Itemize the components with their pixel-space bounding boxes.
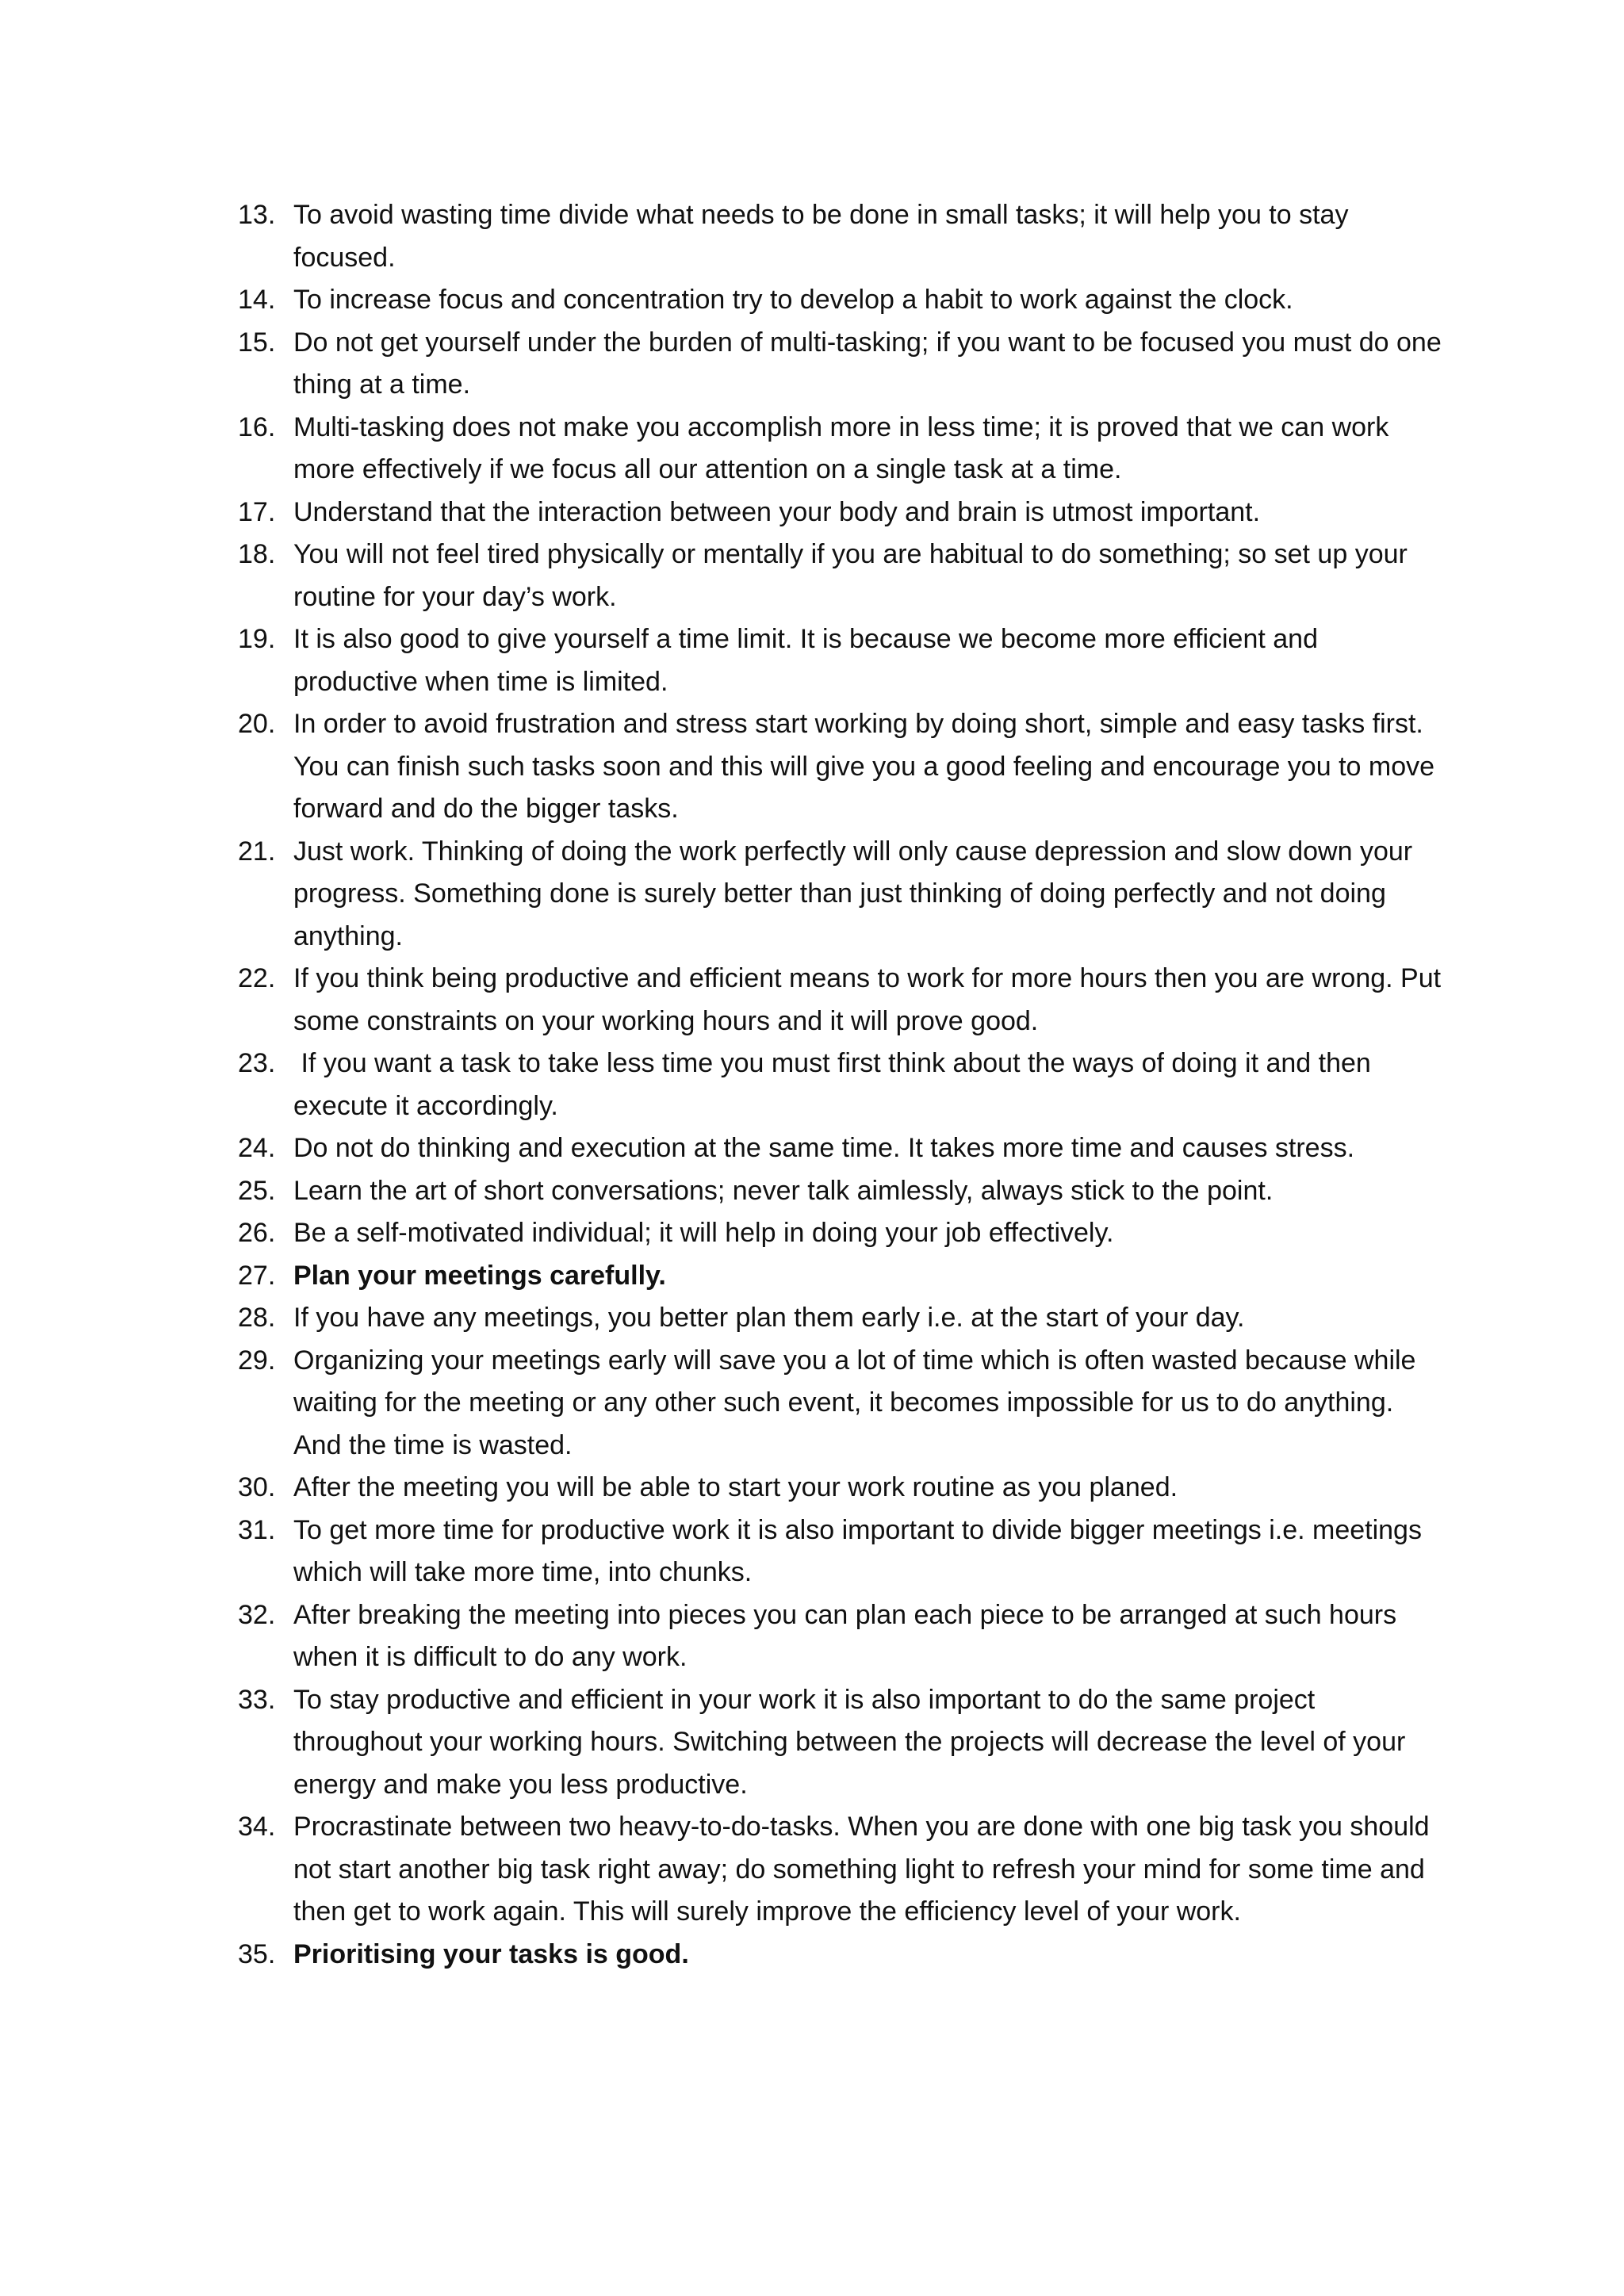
list-item-text: It is also good to give yourself a time limit. It is because we become more efficient and productive when time is limited. [293, 624, 1326, 697]
list-item-text: Be a self-motivated individual; it will help in doing your job effectively. [293, 1218, 1114, 1248]
list-item [238, 194, 1443, 279]
list-item-text: Organizing your meetings early will save you a lot of time which is often wasted because while waiting for the meeting or any other such event, it becomes impossible for us to do anything. And the time is wasted. [293, 1345, 1423, 1460]
list-item-number: 33. [238, 1684, 276, 1715]
list-item-number: 29. [238, 1345, 276, 1376]
list-item-text: Just work. Thinking of doing the work perfectly will only cause depression and slow down your progress. Something done is surely better than just thinking of doing perfectly and not doing anything. [293, 836, 1420, 951]
list-item [238, 1594, 1443, 1679]
list-item [238, 618, 1443, 703]
list-item-text: Multi-tasking does not make you accomplish more in less time; it is proved that we can work more effectively if we focus all our attention on a single task at a time. [293, 411, 1396, 484]
list-item [238, 703, 1443, 831]
list-item [238, 958, 1449, 1043]
list-item-number: 32. [238, 1599, 276, 1630]
list-item [238, 1934, 1443, 1976]
list-item [238, 1297, 1443, 1340]
list-item-text: To increase focus and concentration try to develop a habit to work against the clock. [293, 285, 1293, 315]
list-item-number: 20. [238, 709, 276, 739]
list-item-text: Prioritising your tasks is good. [293, 1938, 689, 1969]
list-item-number: 34. [238, 1812, 276, 1842]
list-item-number: 24. [238, 1133, 276, 1163]
list-item-text: In order to avoid frustration and stress start working by doing short, simple and easy tasks first. You can finish such tasks soon and this will give you a good feeling and encourage you to move forward and do the bigger tasks. [293, 709, 1442, 824]
list-item [238, 1212, 1443, 1255]
list-item [238, 1043, 1443, 1127]
list-item-number: 35. [238, 1938, 276, 1969]
list-item-number: 13. [238, 200, 276, 230]
list-item-text: To avoid wasting time divide what needs to be done in small tasks; it will help you to stay focused. [293, 200, 1356, 273]
list-item [238, 407, 1443, 492]
list-item-number: 25. [238, 1175, 276, 1206]
list-item [238, 279, 1443, 322]
list-item-text: You will not feel tired physically or mentally if you are habitual to do something; so set up your routine for your day’s work. [293, 539, 1415, 612]
list-item-text: After breaking the meeting into pieces you can plan each piece to be arranged at such hours when it is difficult to do any work. [293, 1599, 1404, 1672]
list-item-text: If you want a task to take less time you must first think about the ways of doing it and then execute it accordingly. [293, 1048, 1379, 1121]
list-item-number: 16. [238, 411, 276, 442]
list-item-number: 19. [238, 624, 276, 654]
list-item [238, 1679, 1443, 1807]
numbered-tips-list [238, 194, 1450, 1976]
list-item-number: 18. [238, 539, 276, 569]
list-item-number: 22. [238, 963, 276, 993]
list-item [238, 492, 1443, 534]
list-item-text: If you have any meetings, you better plan them early i.e. at the start of your day. [293, 1303, 1245, 1333]
list-item-number: 30. [238, 1472, 276, 1502]
list-item-number: 31. [238, 1514, 276, 1545]
list-item-text: Plan your meetings carefully. [293, 1260, 666, 1291]
list-item-text: To get more time for productive work it is also important to divide bigger meetings i.e. meetings which will take more time, into chunks. [293, 1514, 1430, 1587]
list-item [238, 1255, 1443, 1298]
list-item-number: 27. [238, 1260, 276, 1291]
list-item [238, 831, 1443, 959]
list-item [238, 1170, 1443, 1213]
list-item-number: 17. [238, 496, 276, 527]
list-item-text: Procrastinate between two heavy-to-do-tasks. When you are done with one big task you should not start another big task right away; do something light to refresh your mind for some time and then get to work again. This will surely improve the efficiency level of your work. [293, 1812, 1438, 1927]
list-item-number: 23. [238, 1048, 276, 1078]
list-item-text: Do not get yourself under the burden of multi-tasking; if you want to be focused you must do one thing at a time. [293, 327, 1450, 400]
list-item-number: 15. [238, 327, 276, 358]
list-item-text: Learn the art of short conversations; never talk aimlessly, always stick to the point. [293, 1175, 1274, 1206]
list-item [238, 1127, 1443, 1170]
list-item-text: To stay productive and efficient in your work it is also important to do the same project throughout your working hours. Switching between the projects will decrease the level of your energy and make you less productive. [293, 1684, 1413, 1800]
list-item-text: If you think being productive and efficient means to work for more hours then you are wrong. Put some constraints on your working hours and it will prove good. [293, 963, 1449, 1036]
list-item [238, 534, 1443, 618]
list-item [238, 322, 1450, 407]
list-item-number: 28. [238, 1303, 276, 1333]
list-item [238, 1340, 1443, 1468]
list-item-text: Do not do thinking and execution at the same time. It takes more time and causes stress. [293, 1133, 1355, 1163]
list-item [238, 1806, 1443, 1934]
list-item-number: 26. [238, 1218, 276, 1248]
list-item-text: Understand that the interaction between your body and brain is utmost important. [293, 496, 1261, 527]
list-item [238, 1467, 1443, 1510]
list-item-text: After the meeting you will be able to start your work routine as you planed. [293, 1472, 1178, 1502]
list-item-number: 14. [238, 285, 276, 315]
list-item [238, 1510, 1443, 1594]
list-item-number: 21. [238, 836, 276, 867]
